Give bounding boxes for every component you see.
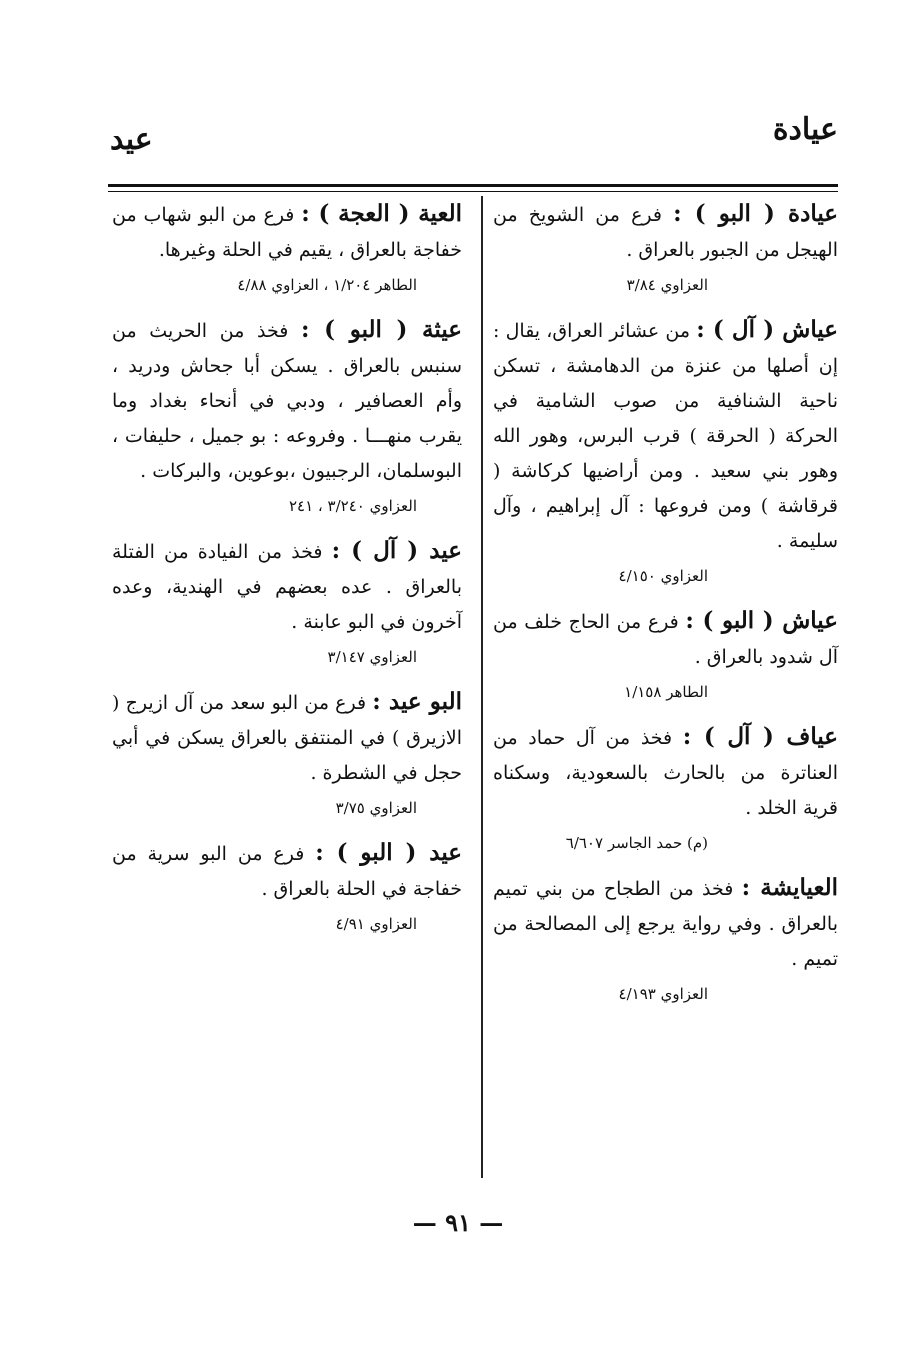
entry-source: العزاوي ٤/٩١: [335, 915, 417, 933]
entry-text: فرع من الشويخ من الهيجل من الجبور بالعراق .: [493, 204, 838, 261]
entry-headword: البو عيد :: [372, 688, 462, 715]
entry-headword: عيد ( آل ) :: [331, 537, 462, 564]
entry: [493, 312, 838, 589]
entry: [112, 533, 462, 670]
header-rule-thin: [108, 191, 838, 192]
entry-headword: عياش ( آل ) :: [696, 316, 838, 343]
entry-headword: العية ( العجة ) :: [301, 200, 462, 227]
entry: [112, 835, 462, 937]
entry-text: فرع من البو سرية من خفاجة في الحلة بالعراق .: [112, 843, 462, 900]
entry-text: فخذ من آل حماد من العناترة من بالحارث بالسعودية، وسكناه قرية الخلد .: [493, 727, 838, 819]
page-number: — ٩١ —: [412, 1208, 504, 1237]
header-left-word: عيد: [110, 122, 153, 157]
entry: [493, 719, 838, 856]
column-divider: [481, 196, 483, 1178]
entry-headword: عيادة ( البو ) :: [673, 200, 838, 227]
header-rule-thick: [108, 184, 838, 187]
entry-source: العزاوي ٣/٨٤: [626, 276, 708, 294]
entry-headword: عيثة ( البو ) :: [301, 316, 462, 343]
entry-text: فرع من الحاج خلف من آل شدود بالعراق .: [493, 611, 838, 668]
entry-text: فخذ من الطجاح من بني تميم بالعراق . وفي رواية يرجع إلى المصالحة من تميم .: [493, 878, 838, 970]
entry-source: الطاهر ١/١٥٨: [624, 683, 708, 701]
entry-source: الطاهر ١/٢٠٤ ، العزاوي ٤/٨٨: [237, 276, 417, 294]
entry-headword: عياف ( آل ) :: [682, 723, 839, 750]
entry-text: فخذ من الفيادة من الفتلة بالعراق . عده بعضهم في الهندية، وعده آخرون في البو عابنة .: [112, 541, 462, 633]
entry-text: فرع من البو شهاب من خفاجة بالعراق ، يقيم في الحلة وغيرها.: [112, 204, 462, 261]
entry: [112, 196, 462, 298]
entry-source: العزاوي ٣/٧٥: [335, 799, 417, 817]
entry-headword: عيد ( البو ) :: [315, 839, 462, 866]
right-column: [493, 196, 838, 1021]
left-column: [112, 196, 462, 951]
header-right-word: عيادة: [772, 112, 838, 147]
entry: [112, 312, 462, 519]
entry: [112, 684, 462, 821]
entry-text: من عشائر العراق، يقال : إن أصلها من عنزة من الدهامشة ، تسكن ناحية الشنافية من صوب الشامية في الحركة ( الحرقة ) قرب البرس، وهور الله وهور بني سعيد . ومن أراضيها كركاشة ( قرقاشة ) ومن فروعها : آل إبراهيم ، وآل سليمة .: [493, 320, 838, 552]
entry: [493, 870, 838, 1007]
entry: [493, 196, 838, 298]
entry-source: (م) حمد الجاسر ٦/٦٠٧: [565, 834, 708, 852]
entry-headword: العيايشة :: [741, 874, 838, 901]
entry-text: فخذ من الحريث من سنبس بالعراق . يسكن أبا جحاش ودريد ، وأم العصافير ، ودبي في أنحاء بغداد وما يقرب منهـــا . وفروعه : بو جميل ، حليفات ، البوسلمان، الرجبيون ،بوعوين، والبركات .: [112, 320, 462, 482]
entry: [493, 603, 838, 705]
entry-source: العزاوي ٣/١٤٧: [327, 648, 417, 666]
entry-source: العزاوي ٤/١٩٣: [618, 985, 708, 1003]
entry-headword: عياش ( البو ) :: [685, 607, 838, 634]
entry-source: العزاوي ٣/٢٤٠ ، ٢٤١: [288, 497, 417, 515]
entry-source: العزاوي ٤/١٥٠: [618, 567, 708, 585]
entry-text: فرع من البو سعد من آل ازيرج ( الازيرق ) في المنتفق بالعراق يسكن في أبي حجل في الشطرة .: [112, 692, 462, 784]
